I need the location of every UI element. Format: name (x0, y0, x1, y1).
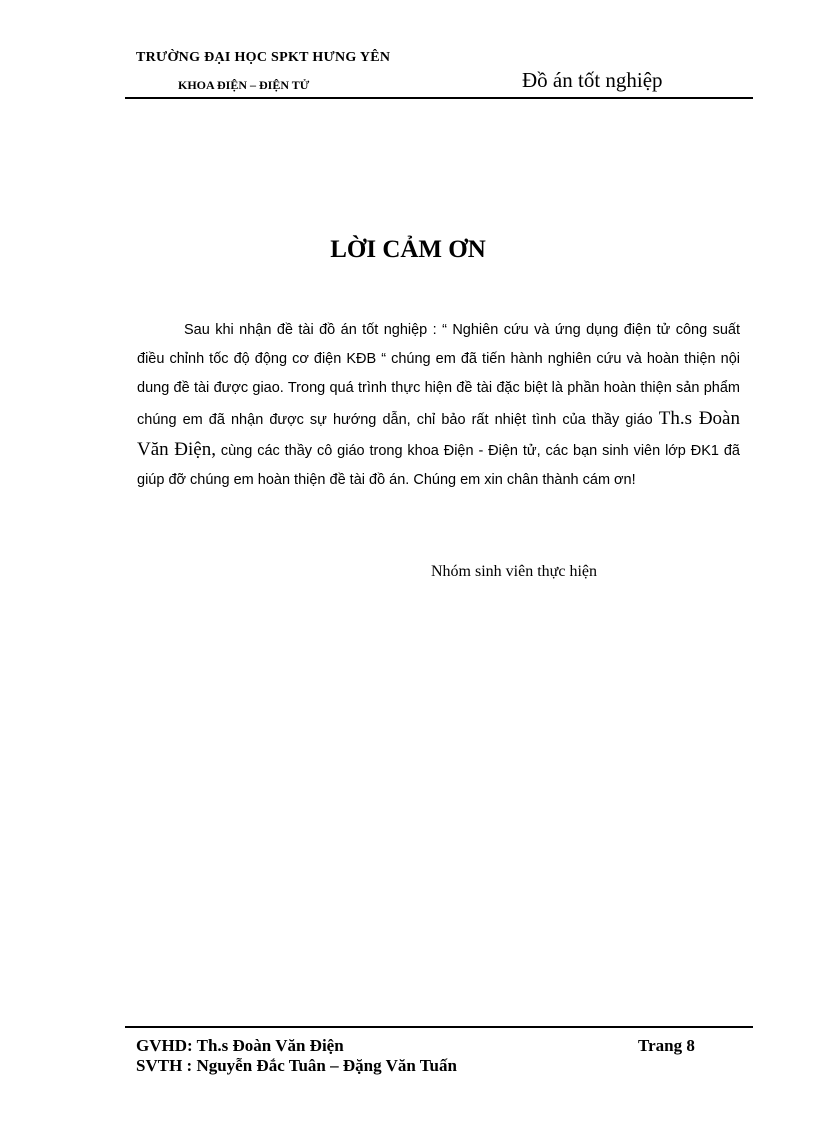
paragraph-text-start: Sau khi nhận đề tài đồ án tốt nghiệp : “ Nghiên cứu và ứng dụng điện tử công suất điều chỉnh tốc độ động cơ điện KĐB “ chúng em đã tiến hành nghiên cứu và hoàn thiện nội dung đề tài được giao. Trong quá trình thực hiện đề tài đặc biệt là phần hoàn thiện sản phẩm chúng em đã nhận được sự hướng dẫn, chỉ bảo rất nhiệt tình của thầy giáo (137, 322, 740, 428)
signature-line: Nhóm sinh viên thực hiện (431, 563, 597, 580)
paragraph-text-end: cùng các thầy cô giáo trong khoa Điện - Điện tử, các bạn sinh viên lớp ĐK1 đã giúp đỡ chúng em hoàn thiện đề tài đồ án. Chúng em xin chân thành cám ơn! (137, 442, 740, 489)
header-document-type: Đồ án tốt nghiệp (522, 68, 663, 92)
header-faculty-name: KHOA ĐIỆN – ĐIỆN TỬ (178, 78, 310, 92)
advisor-name: Th.s Đoàn Văn Điện, (137, 407, 740, 460)
header-school-name: TRƯỜNG ĐẠI HỌC SPKT HƯNG YÊN (136, 50, 391, 65)
acknowledgement-paragraph (137, 316, 740, 495)
header-divider (125, 97, 753, 99)
acknowledgement-body (137, 316, 740, 495)
footer-advisor: GVHD: Th.s Đoàn Văn Điện (136, 1036, 344, 1055)
footer-students: SVTH : Nguyễn Đắc Tuân – Đặng Văn Tuấn (136, 1056, 457, 1075)
page-title: LỜI CẢM ƠN (330, 236, 486, 263)
footer-page-number: Trang 8 (638, 1036, 695, 1055)
footer-divider (125, 1026, 753, 1028)
